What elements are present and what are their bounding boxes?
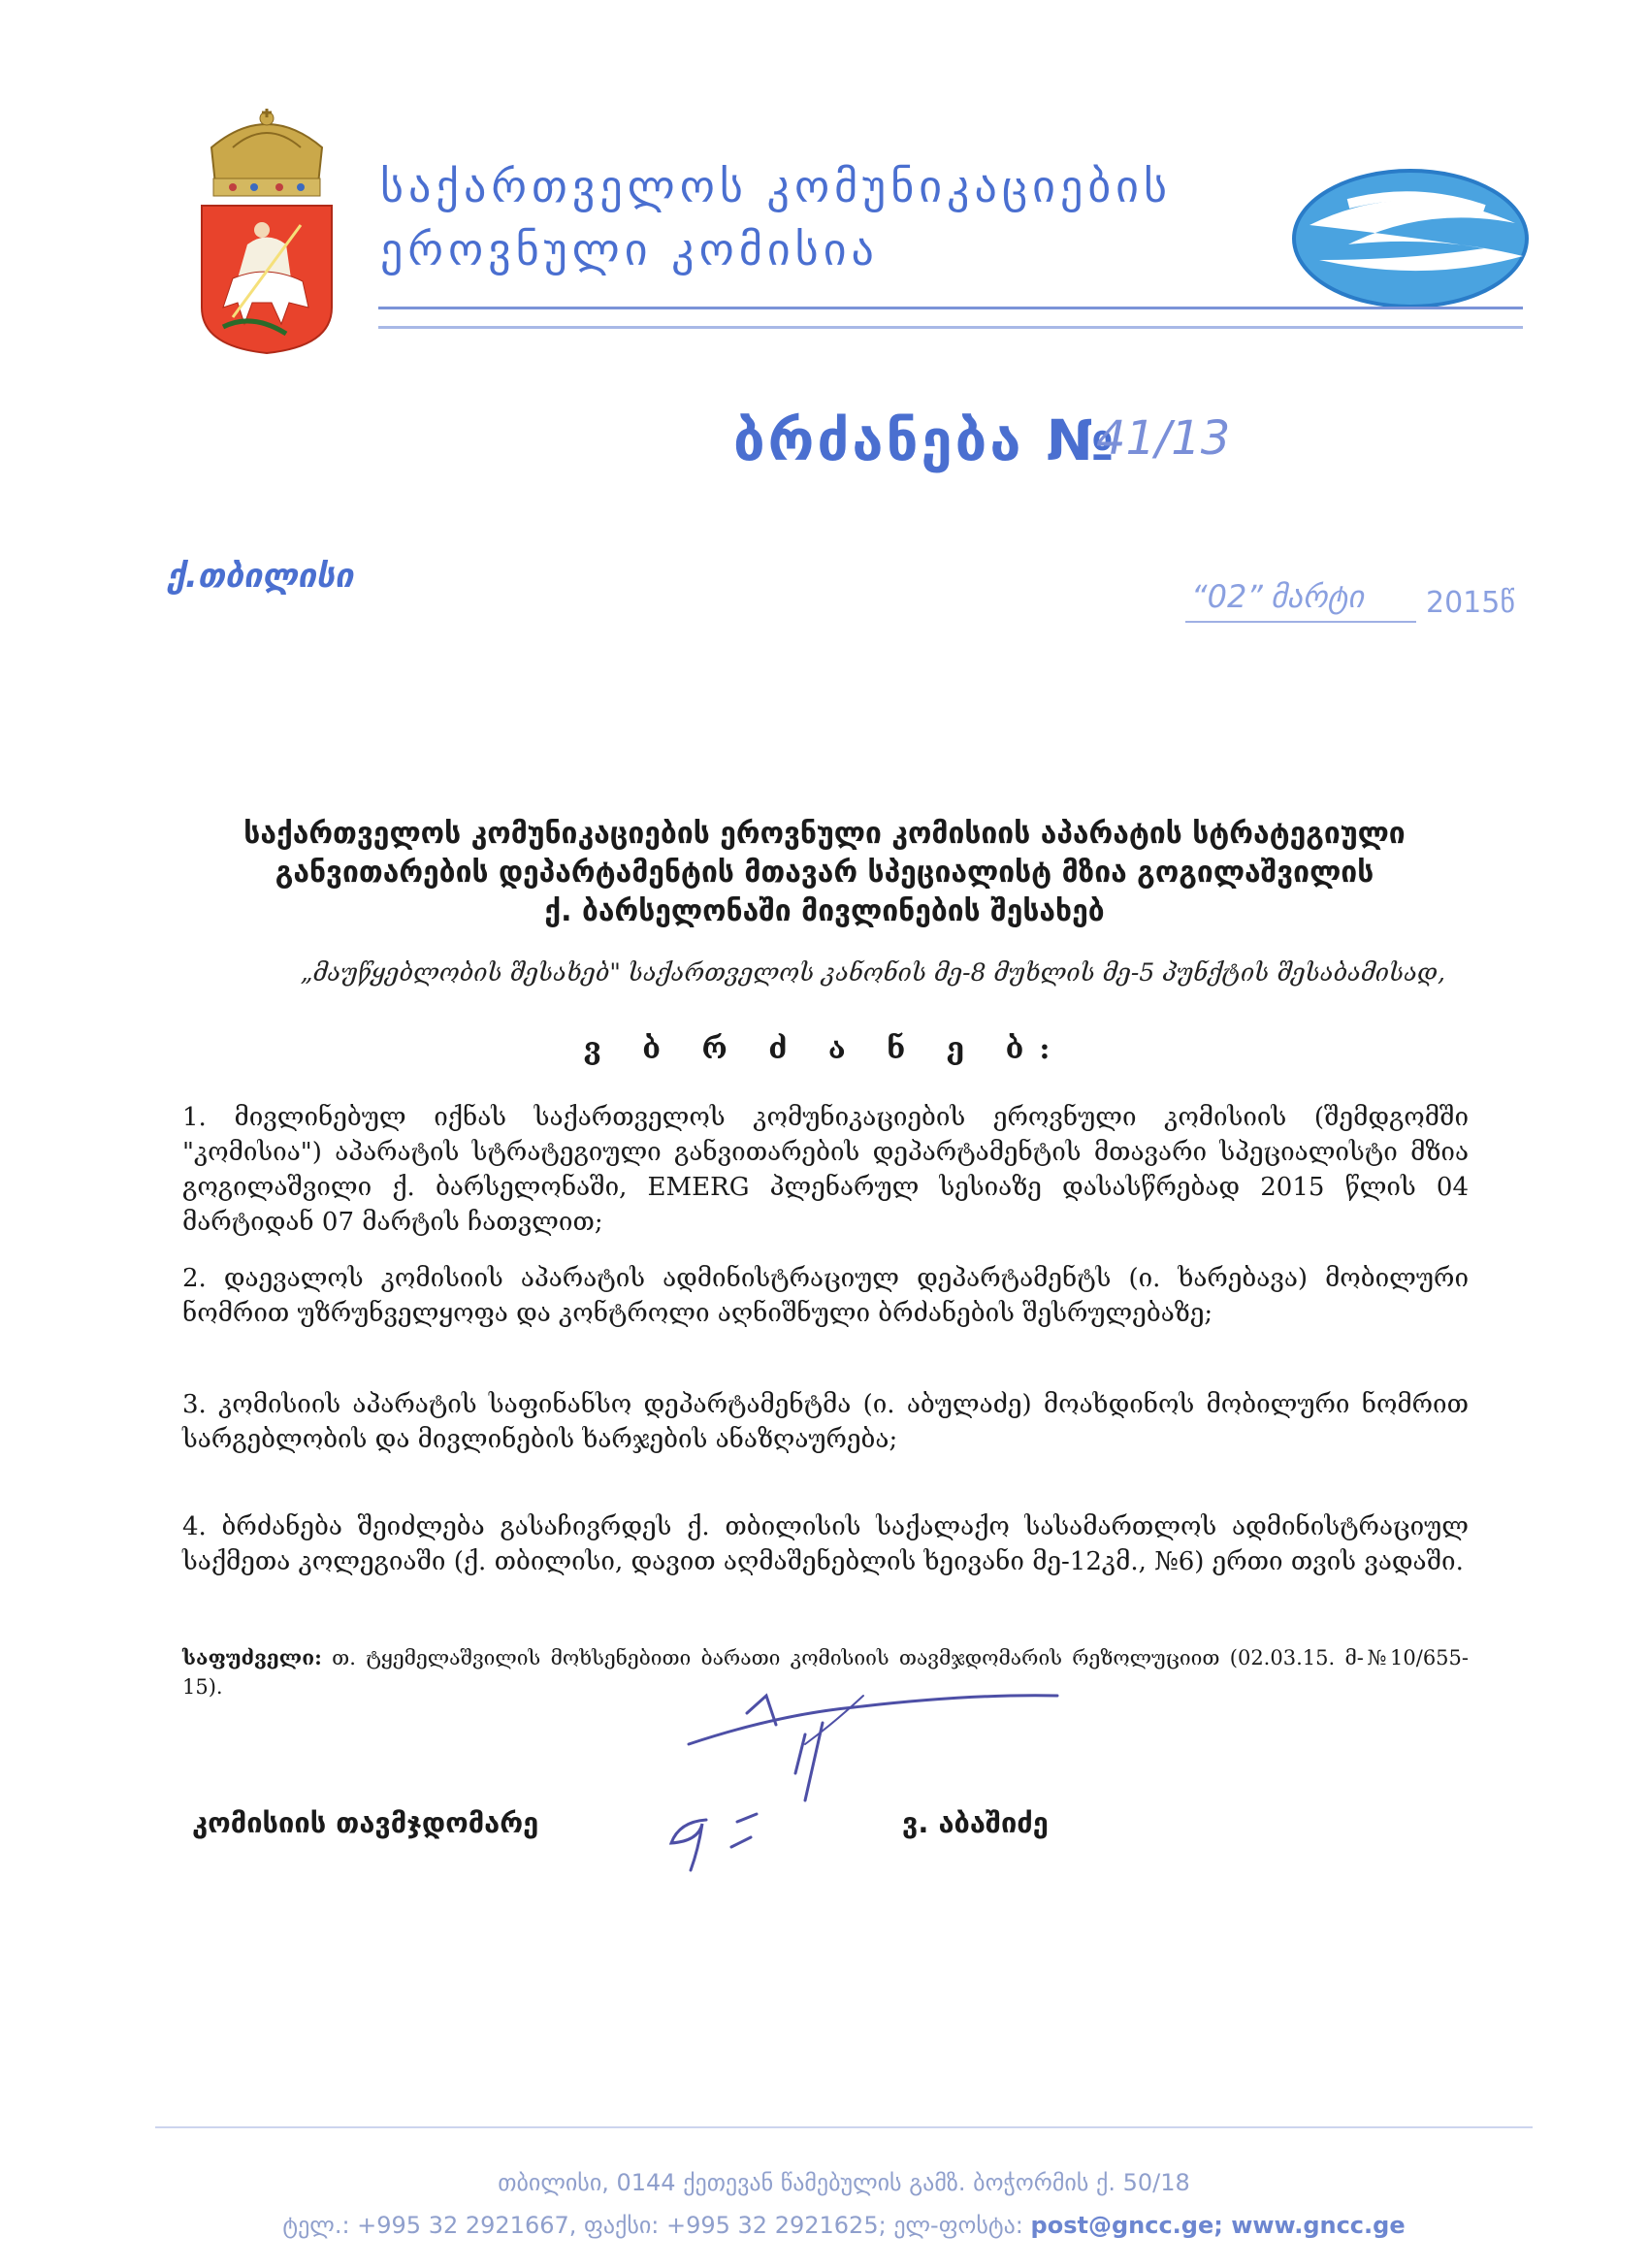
date-underline: [1185, 621, 1416, 623]
organization-name-line-1: საქართველოს კომუნიკაციების: [380, 160, 1172, 212]
order-heading: ვ ბ რ ძ ა ნ ე ბ:: [583, 1032, 1066, 1066]
order-title: ბრძანება №: [733, 407, 1117, 473]
signatory-role: კომისიის თავმჯდომარე: [192, 1806, 539, 1839]
subject-line: განვითარების დეპარტამენტის მთავარ სპეციალისტ მზია გოგილაშვილის: [275, 856, 1374, 890]
date-month-handwritten: მარტი: [1271, 578, 1364, 615]
handwritten-signature: [660, 1676, 1067, 1890]
footnote-text: თ. ტყემელაშვილის მოხსენებითი ბარათი კომისიის თავმჯდომარის რეზოლუციით (02.03.15. მ-№10/655-15).: [182, 1646, 1469, 1699]
subject-line: ქ. ბარსელონაში მივლინების შესახებ: [544, 894, 1105, 928]
footer-email[interactable]: post@gncc.ge;: [1030, 2212, 1223, 2239]
order-item-1: 1. მივლინებულ იქნას საქართველოს კომუნიკაციების ეროვნული კომისიის (შემდგომში "კომისია") აპარატის სტრატეგიული განვითარების დეპარტამენტის მთავარი სპეციალისტი მზია გოგილაშვილი ქ. ბარსელონაში, EMERG პლენარულ სესიაზე დასასწრებად 2015 წლის 04 მარტიდან 07 მარტის ჩათვლით;: [182, 1103, 1469, 1237]
order-subject: [165, 815, 1484, 931]
date-year: 2015წ: [1426, 586, 1515, 620]
gncc-logo: [1290, 167, 1531, 310]
order-number-handwritten: 41/13: [1096, 411, 1231, 466]
footnote-label: საფუძველი:: [182, 1645, 322, 1669]
header-rule-secondary: [378, 326, 1523, 329]
footer-contacts: [155, 2212, 1533, 2239]
coat-of-arms-emblem: [194, 109, 340, 356]
order-item-4: 4. ბრძანება შეიძლება გასაჩივრდეს ქ. თბილისის საქალაქო სასამართლოს ადმინისტრაციულ საქმეთა კოლეგიაში (ქ. თბილისი, დავით აღმაშენებლის ხეივანი მე-12კმ., №6) ერთი თვის ვადაში.: [182, 1512, 1469, 1576]
signatory-name: ვ. აბაშიძე: [902, 1806, 1049, 1839]
footer-rule: [155, 2126, 1533, 2128]
organization-name-line-2: ეროვნული კომისია: [380, 223, 879, 275]
subject-line: საქართველოს კომუნიკაციების ეროვნული კომისიის აპარატის სტრატეგიული: [243, 817, 1406, 851]
footer-fax: ფაქსი: +995 32 2921625;: [584, 2212, 894, 2239]
legal-basis-line: „მაუწყებლობის შესახებ" საქართველოს კანონის მე-8 მუხლის მე-5 პუნქტის შესაბამისად,: [300, 958, 1445, 987]
footer-phone: ტელ.: +995 32 2921667,: [282, 2212, 585, 2239]
footer-website[interactable]: www.gncc.ge: [1222, 2212, 1406, 2239]
footer-email-label: ელ-ფოსტა:: [893, 2212, 1031, 2239]
footer-address: თბილისი, 0144 ქეთევან წამებულის გამზ. ბოჭორმის ქ. 50/18: [498, 2169, 1190, 2196]
order-item-3: 3. კომისიის აპარატის საფინანსო დეპარტამენტმა (ი. აბულაძე) მოახდინოს მობილური ნომრით სარგებლობის და მივლინების ხარჯების ანაზღაურება;: [182, 1390, 1469, 1454]
place-of-issue: ქ.თბილისი: [167, 557, 354, 596]
date-day-handwritten: “02”: [1191, 578, 1263, 615]
header-rule: [378, 307, 1523, 309]
order-item-2: 2. დაევალოს კომისიის აპარატის ადმინისტრაციულ დეპარტამენტს (ი. ხარებავა) მობილური ნომრით უზრუნველყოფა და კონტროლი აღნიშნული ბრძანების შესრულებაზე;: [182, 1264, 1469, 1328]
